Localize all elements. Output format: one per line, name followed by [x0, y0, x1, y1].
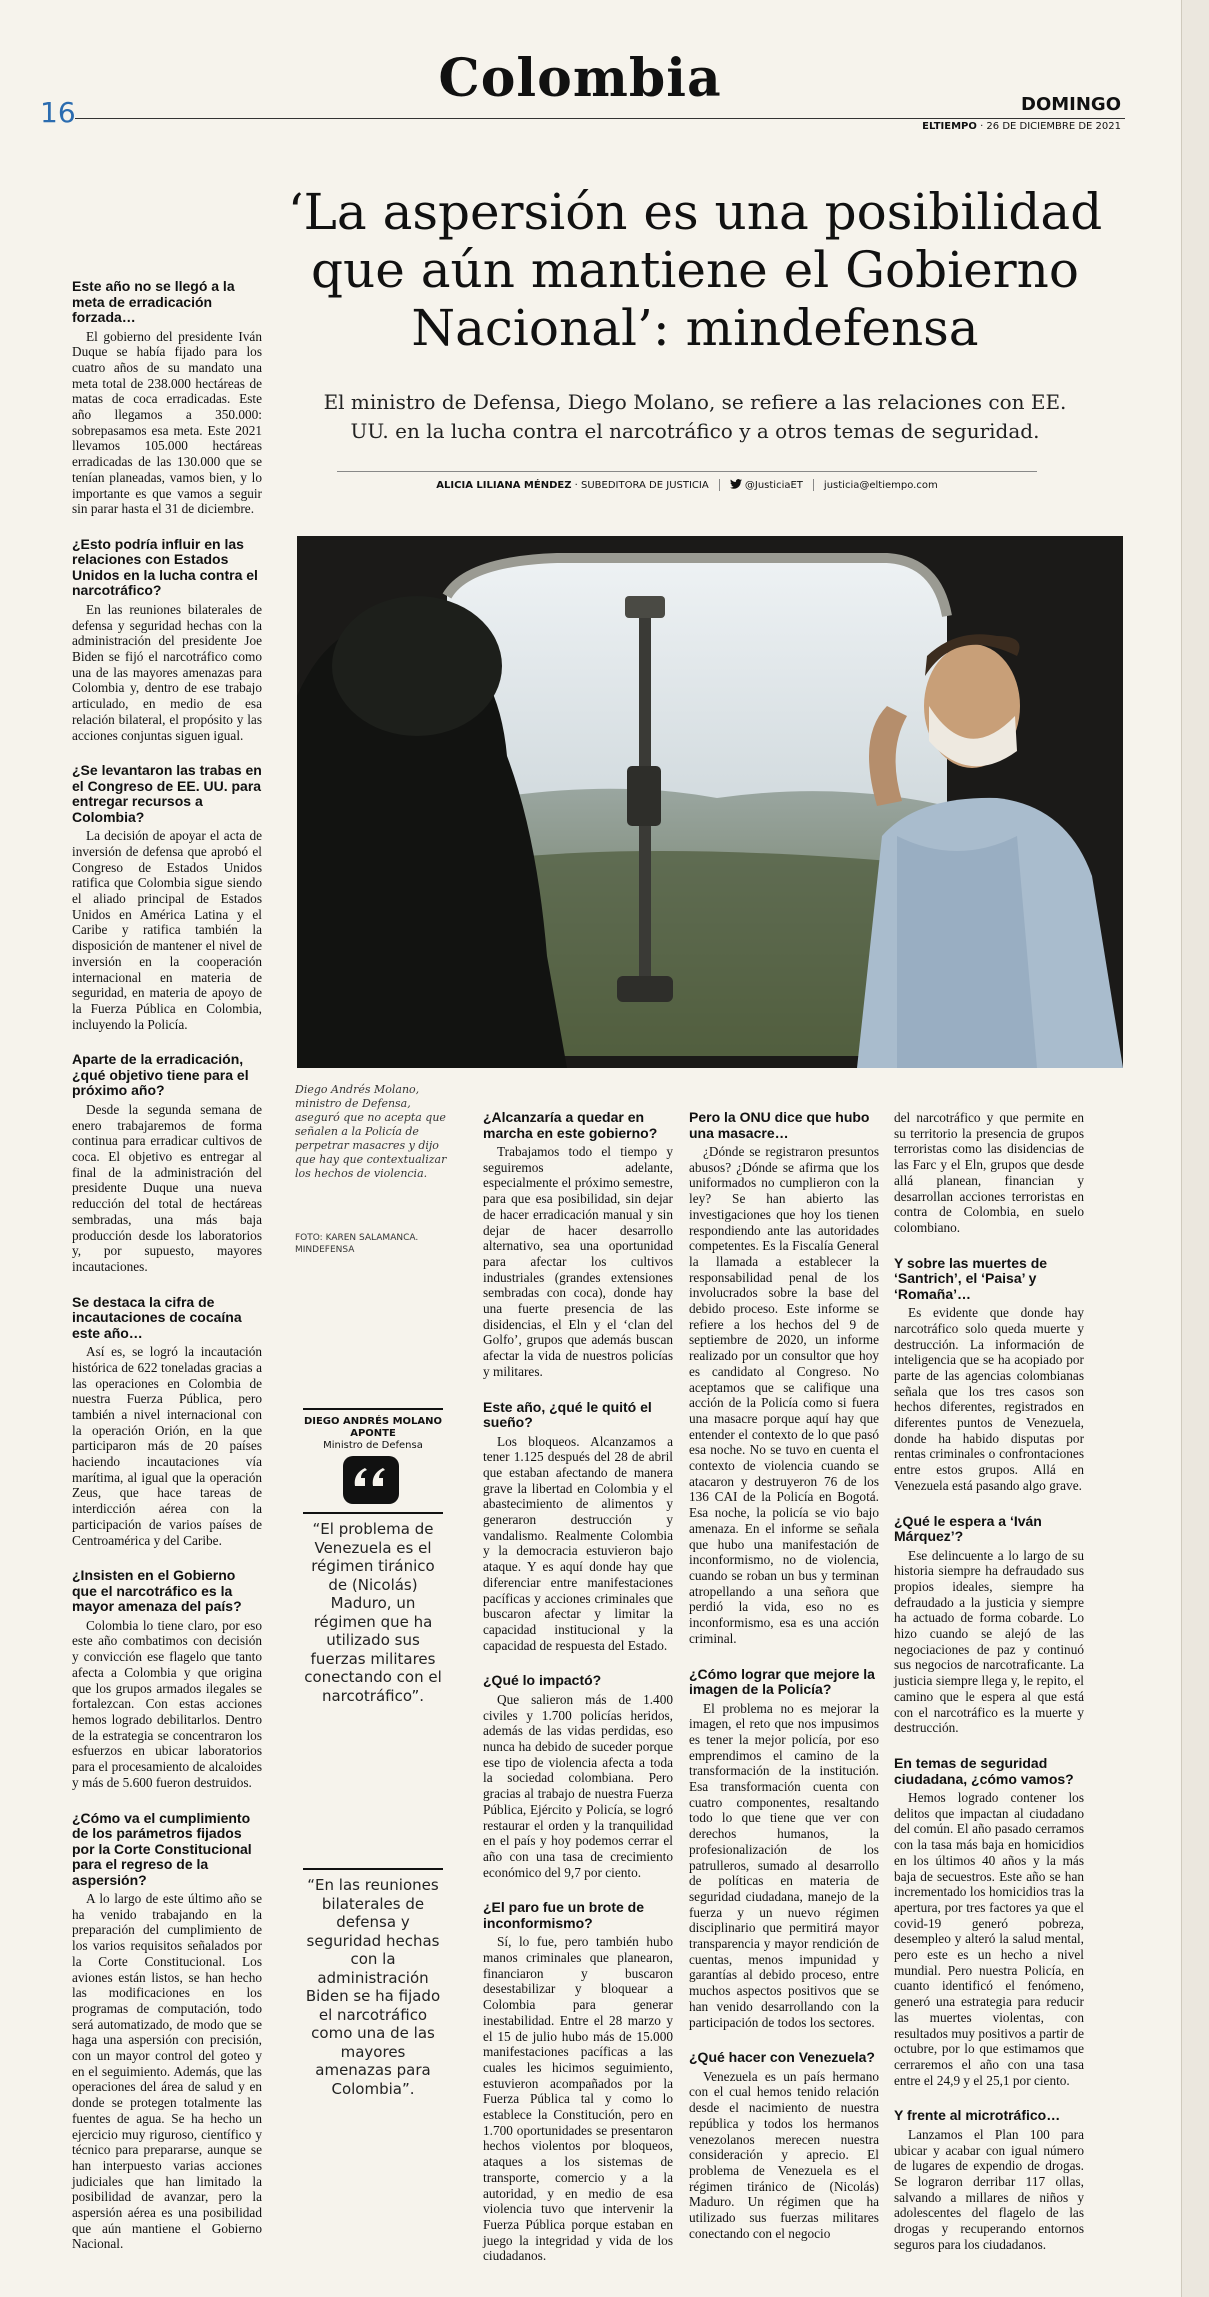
- dateline: [922, 121, 1121, 132]
- qa-item: [894, 2108, 1084, 2252]
- twitter-text: @JusticiaET: [744, 480, 803, 491]
- answer: ¿Dónde se registraron presuntos abusos? ¿Dónde se afirma que los uniformados no cumplieron con la ley? Se han abierto las investigaciones que hoy los tienen respondiendo ante las autoridades competentes. Es la Fiscalía General la llamada a establecer la responsabilidad penal de los involucrados sobre la base del debido proceso. Este informe se refiere a los hechos del 9 de septiembre de 2020, un informe realizado por un consultor que hoy es candidato al Congreso. No aceptamos que se califique una acción de la Policía como si fuera una masacre porque aquí hay que entender el contexto de lo que pasó esa noche. No se tuvo en cuenta el contexto de violencia cuando se atacaron y destruyeron 76 de los 136 CAI de la Policía en Bogotá. Esa noche, la policía se vio bajo amenaza. En el informe se señala que hubo una manifestación de inconformismo, no de violencia, cuando se roban un bus y terminan atropellando a una señora que perdió la vida, eso no es inconformismo, esa es una acción criminal.: [689, 1144, 879, 1646]
- answer: Venezuela es un país hermano con el cual hemos tenido relación desde el nacimiento de nuestra república y todos los hermanos venezolanos merecen nuestra consideración y aprecio. El problema de Venezuela es el régimen tiránico de (Nicolás) Maduro. Un régimen que ha utilizado sus fuerzas militares conectando con el negocio: [689, 2068, 879, 2241]
- qa-item: [72, 279, 262, 517]
- quote-rule-second: [303, 1868, 443, 1870]
- qa-item: [689, 1667, 879, 2031]
- question: ¿Qué hacer con Venezuela?: [689, 2049, 875, 2066]
- page-number: 16: [40, 96, 76, 129]
- qa-item: [72, 537, 262, 743]
- pull-quote-venezuela: “El problema de Venezuela es el régimen tiránico de (Nicolás) Maduro, un régimen que ha utilizado sus fuerzas militares conectando con el narcotráfico”.: [304, 1520, 442, 1705]
- answer: En las reuniones bilaterales de defensa y seguridad hechas con la administración del presidente Joe Biden se fijó el narcotráfico como una de las mayores amenazas para Colombia y, dentro de ese trabajo articulado, en medio de esa relación bilateral, el propósito y las acciones conjuntas siguen igual.: [72, 601, 262, 743]
- brand: ELTIEMPO: [922, 121, 977, 132]
- question: Pero la ONU dice que hubo una masacre…: [689, 1109, 870, 1141]
- quote-mark-icon: [343, 1456, 399, 1504]
- question: Y sobre las muertes de ‘Santrich’, el ‘Paisa’ y ‘Romaña’…: [894, 1254, 1048, 1302]
- answer: Sí, lo fue, pero también hubo manos criminales que planearon, financiaron y buscaron desestabilizar y bloquear a Colombia para generar inestabilidad. Entre el 28 marzo y el 15 de julio hubo más de 15.000 manifestaciones pacíficas a las cuales les hicimos seguimiento, estuvieron acompañados por la Fuerza Pública tal y como lo establece la Constitución, pero en 1.700 oportunidades se presentaron hechos violentos por bloqueos, ataques a los sistemas de transporte, comercio y a la autoridad, y en medio de esa violencia tuvo que intervenir la Fuerza Pública porque estaban en juego la integridad y vida de los ciudadanos.: [483, 1934, 673, 2264]
- question: ¿Alcanzaría a quedar en marcha en este gobierno?: [483, 1109, 658, 1141]
- question: ¿Esto podría influir en las relaciones con Estados Unidos en la lucha contra el narcotráfico?: [72, 535, 258, 599]
- question: Este año, ¿qué le quitó el sueño?: [483, 1398, 652, 1431]
- qa-item: [483, 1900, 673, 2264]
- answer: A lo largo de este último año se ha venido trabajando en la preparación del cumplimiento de los varios requisitos señalados por la Corte Constitucional. Los aviones están listos, se han hecho las modificaciones en los programas de computación, todo será automatizado, de modo que se haga una aspersión con precisión, con un mayor control del goteo y en el seguimiento. Además, que las operaciones del área de salud y en donde se protegen totalmente las fuentes de agua. Se ha hecho un ejercicio muy riguroso, científico y técnico para prepararse, aunque se han interpuesto varias acciones judiciales que han limitado la posibilidad de avanzar, pero la aspersión aérea es una posibilidad que aún mantiene el Gobierno Nacional.: [72, 1891, 262, 2252]
- twitter-icon: [730, 479, 742, 489]
- qa-item: [894, 1756, 1084, 2088]
- qa-item: [894, 1514, 1084, 1736]
- byline-author-block: [436, 480, 708, 491]
- answer: El gobierno del presidente Iván Duque se había fijado para los cuatro años de su mandato una meta total de 238.000 hectáreas de matas de coca erradicadas. Este año llegamos a 350.000: sobrepasamos esa meta. Este 2021 llevamos 105.000 hectáreas erradicadas de las 130.000 que se tenían planeadas, vamos bien, y lo importante es que vamos a seguir sin parar hasta el 31 de diciembre.: [72, 328, 262, 517]
- answer: Hemos logrado contener los delitos que impactan al ciudadano del común. El año pasado cerramos con la tasa más baja en homicidios en los últimos 40 años y la más baja de secuestros. Este año se han incrementado los homicidios tras la apertura, por tres factores ya que el covid-19 generó pobreza, desempleo y alteró la salud mental, pero este es un hecho a nivel mundial. Pero nuestra Policía, en cuanto identificó el fenómeno, generó una estrategia para reducir las muertes violentas, con resultados muy positivos a partir de octubre, por lo que estimamos que cerraremos el año con una tasa entre el 24,9 y el 25,1 por ciento.: [894, 1790, 1084, 2088]
- quote-rule-mid: [303, 1512, 443, 1514]
- quote-source: [303, 1416, 443, 1452]
- article-photo: [297, 536, 1123, 1068]
- byline-separator: [813, 479, 814, 491]
- byline-separator: [719, 479, 720, 491]
- question: Aparte de la erradicación, ¿qué objetivo tiene para el próximo año?: [72, 1051, 249, 1099]
- page-edge: [1181, 0, 1209, 2297]
- answer: Ese delincuente a lo largo de su historia siempre ha defraudado sus propios ideales, siempre ha defraudado a la justicia y siempre ha actuado de forma cobarde. Lo hizo cuando se alejó de las negociaciones de paz y continuó sus negocios de narcotraficante. La justicia siempre llega y, le repito, el camino que le espera al que está con el narcotráfico es la muerte y destrucción.: [894, 1547, 1084, 1736]
- question: Este año no se llegó a la meta de erradicación forzada…: [72, 278, 235, 325]
- answer: La decisión de apoyar el acta de inversión de defensa que aprobó el Congreso de Estados Unidos ratifica que Colombia sigue siendo el aliado principal de Estados Unidos en América Latina y el Caribe y ratifica también la disposición de mantener el nivel de inversión en la cooperación internacional en materia de seguridad, en materia de apoyo de la Fuerza Pública en Colombia, incluyendo la Policía.: [72, 828, 262, 1032]
- qa-item: [72, 1295, 262, 1549]
- qa-item: [72, 763, 262, 1032]
- question: ¿Cómo va el cumplimiento de los parámetros fijados por la Corte Constitucional para el regreso de la aspersión?: [72, 1809, 252, 1888]
- question: ¿Insisten en el Gobierno que el narcotráfico es la mayor amenaza del país?: [72, 1567, 242, 1615]
- date: · 26 DE DICIEMBRE DE 2021: [980, 121, 1121, 132]
- column-1: [72, 279, 262, 2272]
- headline: ‘La aspersión es una posibilidad que aún mantiene el Gobierno Nacional’: mindefensa: [287, 183, 1103, 357]
- section-title: Colombia: [438, 48, 722, 109]
- twitter-handle: [730, 479, 803, 491]
- qa-item: [483, 1400, 673, 1654]
- answer: Colombia lo tiene claro, por eso este año combatimos con decisión y convicción ese flagelo que tanto afecta a Colombia y que origina que los grupos armados ilegales se fortalezcan. Con estas acciones hemos logrado debilitarlos. Dentro de la estrategia se concentraron los esfuerzos en ubicar laboratorios para el procesamiento de alcaloides y más de 5.600 fueron destruidos.: [72, 1617, 262, 1790]
- question: ¿Cómo lograr que mejore la imagen de la Policía?: [689, 1665, 875, 1697]
- qa-item: [72, 1568, 262, 1790]
- helicopter-photo-illustration: [297, 536, 1123, 1068]
- column-3: [483, 1110, 673, 2284]
- qa-item: [894, 1110, 1084, 1236]
- author-role: · SUBEDITORA DE JUSTICIA: [574, 479, 709, 491]
- header-rule: [75, 118, 1125, 119]
- answer: El problema no es mejorar la imagen, el reto que nos impusimos es tener la mejor policía, por eso emprendimos el camino de la transformación de la institución. Esa transformación cuenta con cuatro componentes, resaltando todo lo que tiene que ver con derechos humanos, la profesionalización de los patrulleros, sumado al desarrollo de políticas en materia de seguridad ciudadana, manejo de la fuerza y un nuevo régimen disciplinario que permitirá mayor transparencia y mayor rendición de cuentas, menos impunidad y garantías al debido proceso, entre muchos aspectos positivos que se han venido desarrollando con la participación de todos los sectores.: [689, 1700, 879, 2030]
- quote-name: DIEGO ANDRÉS MOLANO APONTE: [303, 1416, 443, 1439]
- answer: del narcotráfico y que permite en su territorio la presencia de grupos terroristas como las disidencias de las Farc y el Eln, grupos que desde allá planean, financian y desarrollan acciones terroristas en contra de Colombia, en suelo colombiano.: [894, 1110, 1084, 1235]
- answer: Desde la segunda semana de enero trabajaremos de forma continua para erradicar cultivos de coca. El objetivo es entregar al final de la administración del presidente Duque una nueva reducción del total de hectáreas sembradas, una más baja producción desde los laboratorios y, por supuesto, mayores incautaciones.: [72, 1101, 262, 1274]
- question: Se destaca la cifra de incautaciones de cocaína este año…: [72, 1293, 242, 1341]
- quote-role: Ministro de Defensa: [323, 1440, 423, 1451]
- question: Y frente al microtráfico…: [894, 2107, 1061, 2124]
- email: justicia@eltiempo.com: [823, 479, 938, 491]
- quote-rule-top: [303, 1408, 443, 1410]
- pull-quote-biden: “En las reuniones bilaterales de defensa y seguridad hechas con la administración Biden se ha fijado el narcotráfico como una de las mayores amenazas para Colombia”.: [305, 1876, 441, 2098]
- qa-item: [483, 1673, 673, 1880]
- question: ¿Qué lo impactó?: [483, 1672, 602, 1689]
- day-label: DOMINGO: [1021, 94, 1121, 115]
- answer: Trabajamos todo el tiempo y seguiremos adelante, especialmente el próximo semestre, para que esa posibilidad, sin dejar de hacer erradicación manual y sin dejar de hacer desarrollo alternativo, sea una oportunidad para afectar los cultivos industriales (grandes extensiones sembradas con coca), donde hay una fuerte presencia de las disidencias, el Eln y el ‘clan del Golfo’, grupos que además buscan afectar la vida de nuestros policías y militares.: [483, 1144, 673, 1379]
- photo-credit: FOTO: KAREN SALAMANCA. MINDEFENSA: [295, 1233, 419, 1255]
- qa-item: [689, 1110, 879, 1647]
- qa-item: [689, 2050, 879, 2241]
- answer: Lanzamos el Plan 100 para ubicar y acabar con igual número de lugares de expendio de drogas. Se lograron derribar 117 ollas, salvando a millares de niños y adolescentes del flagelo de las drogas y recuperando entornos seguros para los ciudadanos.: [894, 2126, 1084, 2252]
- qa-item: [483, 1110, 673, 1380]
- photo-caption: Diego Andrés Molano, ministro de Defensa, aseguró que no acepta que señalen a la Policía de perpetrar masacres y dijo que hay que contextualizar los hechos de violencia.: [295, 1083, 447, 1180]
- answer: Así es, se logró la incautación histórica de 622 toneladas gracias a las operaciones en Colombia de nuestra Fuerza Pública, pero también a nivel internacional con la operación Orión, en la que participaron más de 20 países haciendo incautaciones vía marítima, al igual que la operación Zeus, que hace tareas de interdicción aérea con la participación de varios países de Centroamérica y del Caribe.: [72, 1344, 262, 1548]
- subheadline: El ministro de Defensa, Diego Molano, se refiere a las relaciones con EE. UU. en la lucha contra el narcotráfico y a otros temas de seguridad.: [323, 390, 1067, 443]
- byline: [337, 471, 1037, 491]
- column-5: [894, 1110, 1084, 2272]
- answer: Que salieron más de 1.400 civiles y 1.700 policías heridos, además de las vidas perdidas, eso nunca ha debido de suceder porque ese tipo de violencia afecta a toda la sociedad colombiana. Pero gracias al trabajo de nuestra Fuerza Pública, Ejército y Policía, se logró restaurar el orden y la tranquilidad en el país y hoy podemos cerrar el año con una tasa de crecimiento económico del 9,7 por ciento.: [483, 1691, 673, 1880]
- qa-item: [72, 1811, 262, 2253]
- author: ALICIA LILIANA MÉNDEZ: [436, 479, 572, 491]
- answer: Es evidente que donde hay narcotráfico solo queda muerte y destrucción. La información de inteligencia que se ha acopiado por parte de las agencias colombianas señala que los tres casos son hechos diferentes, registrados en diferentes puntos de Venezuela, donde ha habido disputas por rentas criminales o confrontaciones entre estos grupos. Allá en Venezuela está pasando algo grave.: [894, 1305, 1084, 1493]
- column-4: [689, 1110, 879, 2262]
- qa-item: [894, 1256, 1084, 1494]
- qa-item: [72, 1052, 262, 1274]
- question: En temas de seguridad ciudadana, ¿cómo vamos?: [894, 1755, 1074, 1787]
- question: ¿Se levantaron las trabas en el Congreso de EE. UU. para entregar recursos a Colombia?: [72, 762, 262, 825]
- question: ¿Qué le espera a ‘Iván Márquez’?: [894, 1512, 1042, 1545]
- question: ¿El paro fue un brote de inconformismo?: [483, 1899, 645, 1931]
- answer: Los bloqueos. Alcanzamos a tener 1.125 después del 28 de abril que estaban afectando de manera grave la libertad en Colombia y el abastecimiento de alimentos y generaron destrucción y vandalismo. Realmente Colombia y la democracia estuvieron bajo ataque. Y es aquí donde hay que diferenciar entre manifestaciones pacíficas y acciones criminales que buscaron afectar y limitar la capacidad institucional y la capacidad de respuesta del Estado.: [483, 1433, 673, 1653]
